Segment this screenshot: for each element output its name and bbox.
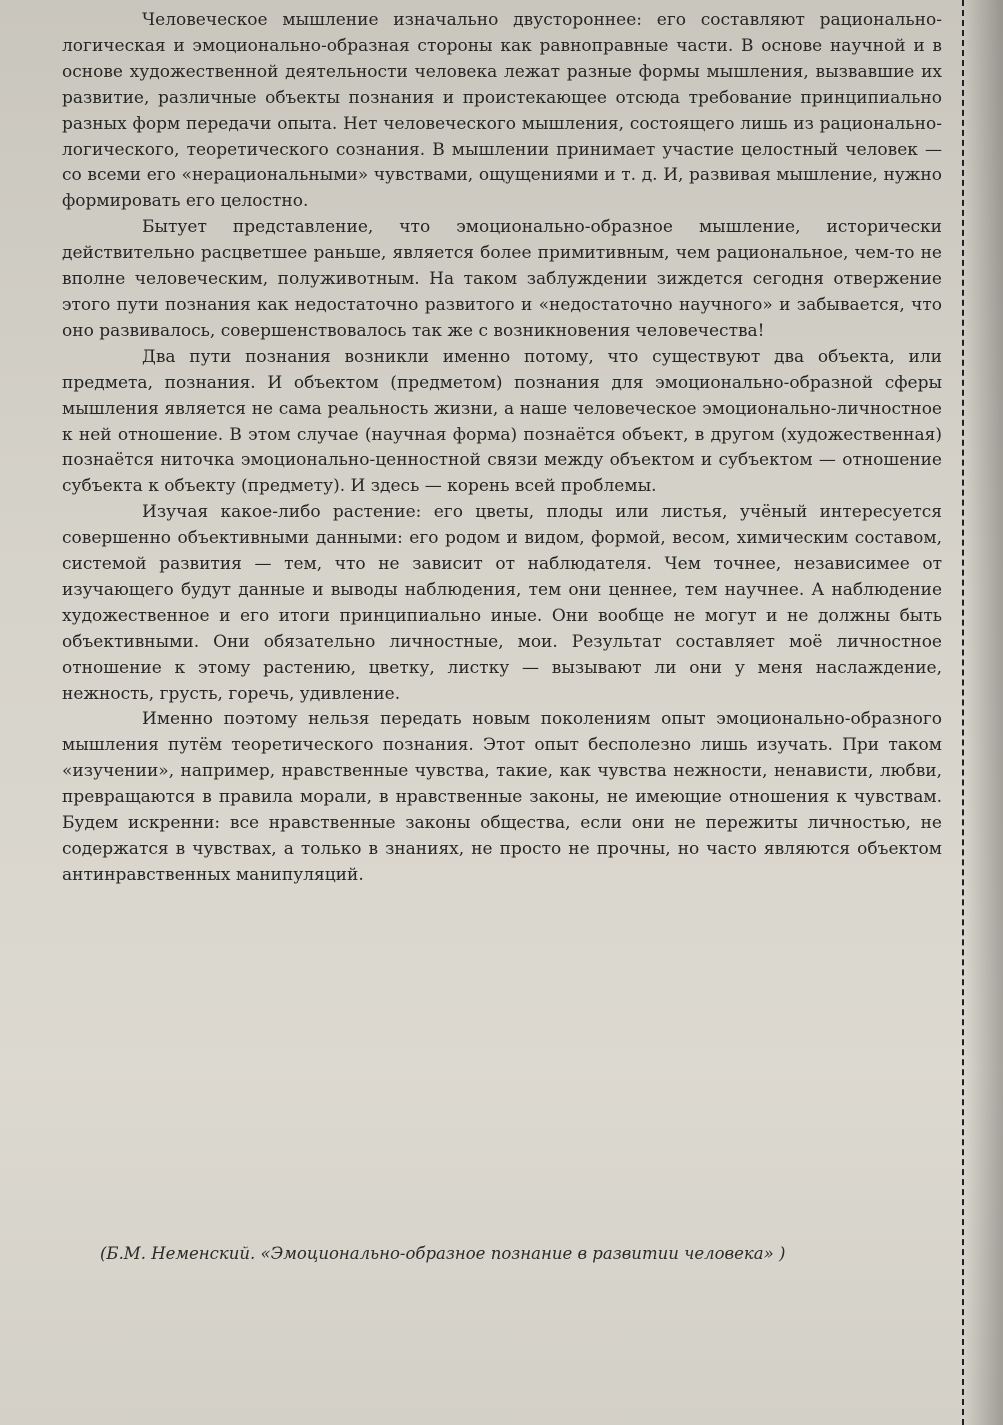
page-edge-shadow xyxy=(963,0,1003,1425)
source-citation: (Б.М. Неменский. «Эмоционально-образное познание в развитии человека» ) xyxy=(100,1244,786,1263)
article-text xyxy=(62,8,942,889)
dashed-cut-line xyxy=(962,0,964,1425)
paragraph-2: Бытует представление, что эмоционально-образное мышление, исторически действительно расцветшее раньше, является более примитивным, чем рациональное, чем-то не вполне человеческим, полуживотным. На таком заблуждении зиждется сегодня отвержение этого пути познания как недостаточно развитого и «недостаточно научного» и забывается, что оно развивалось, совершенствовалось так же с возникновения человечества! xyxy=(62,217,942,341)
paragraph-4: Изучая какое-либо растение: его цветы, плоды или листья, учёный интересуется совершенно объективными данными: его родом и видом, формой, весом, химическим составом, системой развития — тем, что не зависит от наблюдателя. Чем точнее, независимее от изучающего будут данные и выводы наблюдения, тем они ценнее, тем научнее. А наблюдение художественное и его итоги принципиально иные. Они вообще не могут и не должны быть объективными. Они обязательно личностные, мои. Результат составляет моё личностное отношение к этому растению, цветку, листку — вызывают ли они у меня наслаждение, нежность, грусть, горечь, удивление. xyxy=(62,502,942,704)
paragraph-3: Два пути познания возникли именно потому, что существуют два объекта, или предмета, познания. И объектом (предметом) познания для эмоционально-образной сферы мышления является не сама реальность жизни, а наше человеческое эмоционально-личностное к ней отношение. В этом случае (научная форма) познаётся объект, в другом (художественная) познаётся ниточка эмоционально-ценностной связи между объектом и субъектом — отношение субъекта к объекту (предмету). И здесь — корень всей проблемы. xyxy=(62,346,942,497)
paragraph-5: Именно поэтому нельзя передать новым поколениям опыт эмоционально-образного мышления путём теоретического познания. Этот опыт бесполезно лишь изучать. При таком «изучении», например, нравственные чувства, такие, как чувства нежности, ненависти, любви, превращаются в правила морали, в нравственные законы, не имеющие отношения к чувствам. Будем искренни: все нравственные законы общества, если они не пережиты личностью, не содержатся в чувствах, а только в знаниях, не просто не прочны, но часто являются объектом антинравственных манипуляций. xyxy=(62,709,942,885)
paragraph-1: Человеческое мышление изначально двустороннее: его составляют рационально-логическая и эмоционально-образная стороны как равноправные части. В основе научной и в основе художественной деятельности человека лежат разные формы мышления, вызвавшие их развитие, различные объекты познания и проистекающее отсюда требование принципиально разных форм передачи опыта. Нет человеческого мышления, состоящего лишь из рационально-логического, теоретического сознания. В мышлении принимает участие целостный человек — со всеми его «нерациональными» чувствами, ощущениями и т. д. И, развивая мышление, нужно формировать его целостно. xyxy=(62,10,942,212)
